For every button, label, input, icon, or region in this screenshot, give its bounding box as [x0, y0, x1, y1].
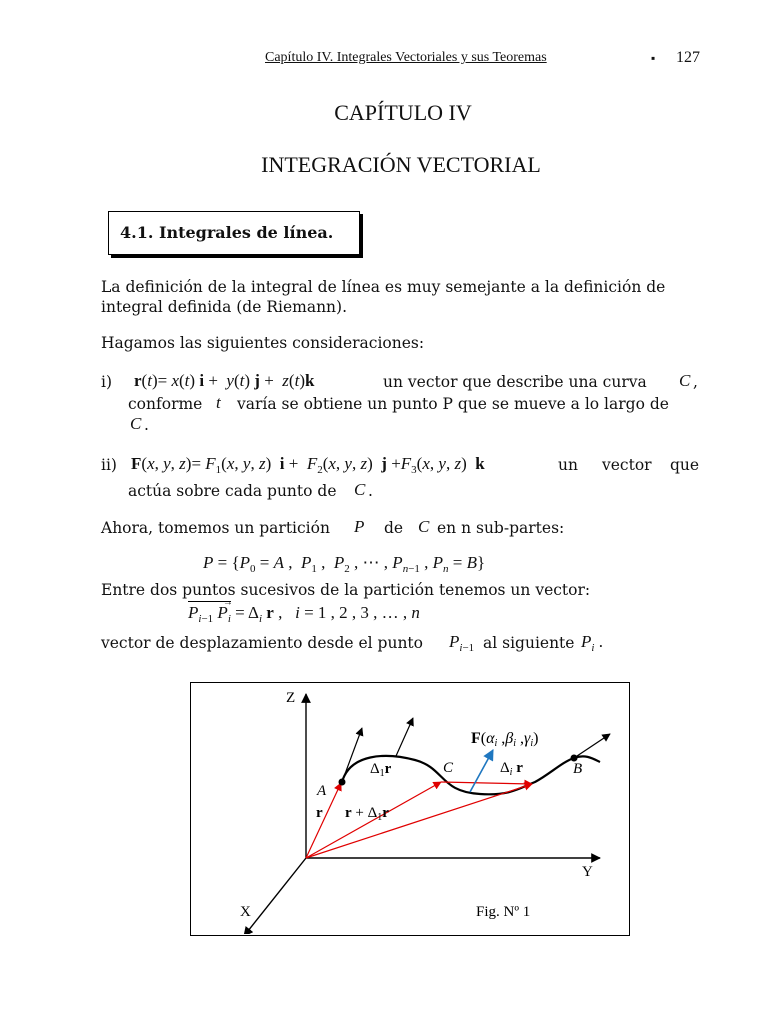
- figure-diagram: [190, 682, 628, 934]
- figure-caption: Fig. Nº 1: [476, 904, 531, 920]
- label-x: X: [240, 904, 251, 920]
- vector-formula: → $P_{i-1}$ $P_i = \Delta_i$ r , i = 1 , 2 , 3 , … , n: [188, 597, 420, 625]
- item-i-t-symbol: t: [216, 393, 221, 412]
- considerations-text: Hagamos las siguientes consideraciones:: [101, 334, 425, 352]
- vector-r-to-b: [306, 784, 532, 858]
- label-y: Y: [582, 864, 593, 880]
- partition-text-b: de: [384, 519, 404, 537]
- item-ii-text-c: que: [670, 456, 700, 474]
- between-text: Entre dos puntos sucesivos de la partición tenemos un vector:: [101, 581, 591, 599]
- page-number: 127: [676, 49, 700, 66]
- displacement-text-a: vector de desplazamiento desde el punto: [101, 634, 423, 652]
- label-deltai-r: $\Delta_i$ r: [500, 760, 523, 778]
- label-a: A: [317, 783, 327, 799]
- partition-p-symbol: P: [354, 517, 365, 536]
- label-z: Z: [286, 690, 296, 706]
- section-heading-box: [108, 211, 360, 255]
- header-separator: ▪: [651, 51, 656, 65]
- item-ii-formula: F(x, y, $z)= F_1(x$, y, z) $i + F_2(x$, y, z) $j +F_3(x$, y, z) k: [131, 454, 485, 476]
- item-i-curve-symbol: C: [679, 371, 691, 390]
- item-ii-text-b: vector: [602, 456, 652, 474]
- item-ii-curve-symbol: C: [354, 480, 366, 499]
- partition-c-symbol: C: [418, 517, 430, 536]
- item-i-line2-b: varía se obtiene un punto P que se mueve a lo largo de: [237, 395, 669, 413]
- chapter-label: CAPÍTULO IV: [334, 100, 472, 125]
- label-r: r: [316, 805, 323, 821]
- item-i-comma: ,: [693, 373, 698, 391]
- force-arrow-2: [396, 718, 413, 756]
- item-i-label: i): [101, 373, 113, 391]
- intro-line-2: integral definida (de Riemann).: [101, 298, 348, 316]
- intro-line-1: La definición de la integral de línea es muy semejante a la definición de: [101, 278, 666, 296]
- partition-formula: $P = \{P_0 = A$ , $P_1$ , $P_2$ , ⋯ , $P_{n-1}$ , $P_n = B$}: [203, 553, 486, 575]
- displacement-p-prev: $P_{i-1}$: [449, 632, 475, 654]
- item-i-text: un vector que describe una curva: [383, 373, 647, 391]
- running-title: Capítulo IV. Integrales Vectoriales y sus Teoremas: [265, 50, 547, 65]
- displacement-text-b: al siguiente: [483, 634, 575, 652]
- label-delta1-r: $\Delta_1r$: [370, 761, 392, 779]
- displacement-p-next: $P_i$ .: [581, 632, 603, 654]
- item-i-line3-symbol: C: [130, 414, 142, 433]
- vector-delta-i-r: [441, 782, 532, 784]
- item-ii-line2: actúa sobre cada punto de: [128, 482, 337, 500]
- item-i-formula: r(t)= x(t) i + y(t) j + z(t)k: [134, 371, 315, 390]
- x-axis: [244, 858, 306, 934]
- label-r-plus-delta: $r + \Delta_1r$: [345, 805, 389, 823]
- chapter-title: INTEGRACIÓN VECTORIAL: [261, 152, 541, 177]
- point-a: [339, 779, 346, 786]
- force-arrow-1: [342, 728, 362, 782]
- item-i-line2-a: conforme: [128, 395, 203, 413]
- partition-text-c: en n sub-partes:: [437, 519, 565, 537]
- running-header: [265, 50, 547, 66]
- force-arrow-3: [574, 734, 610, 758]
- partition-text-a: Ahora, tomemos un partición: [101, 519, 330, 537]
- label-force: F(αi ,βi ,γi): [471, 730, 539, 749]
- item-ii-text-a: un: [558, 456, 578, 474]
- label-c: C: [443, 760, 454, 776]
- label-b: B: [573, 761, 583, 777]
- force-vector-f: [470, 750, 493, 792]
- item-ii-dot: .: [368, 482, 373, 500]
- item-ii-label: ii): [101, 456, 117, 474]
- item-i-line3-dot: .: [144, 416, 149, 434]
- section-heading: 4.1. Integrales de línea.: [120, 223, 334, 242]
